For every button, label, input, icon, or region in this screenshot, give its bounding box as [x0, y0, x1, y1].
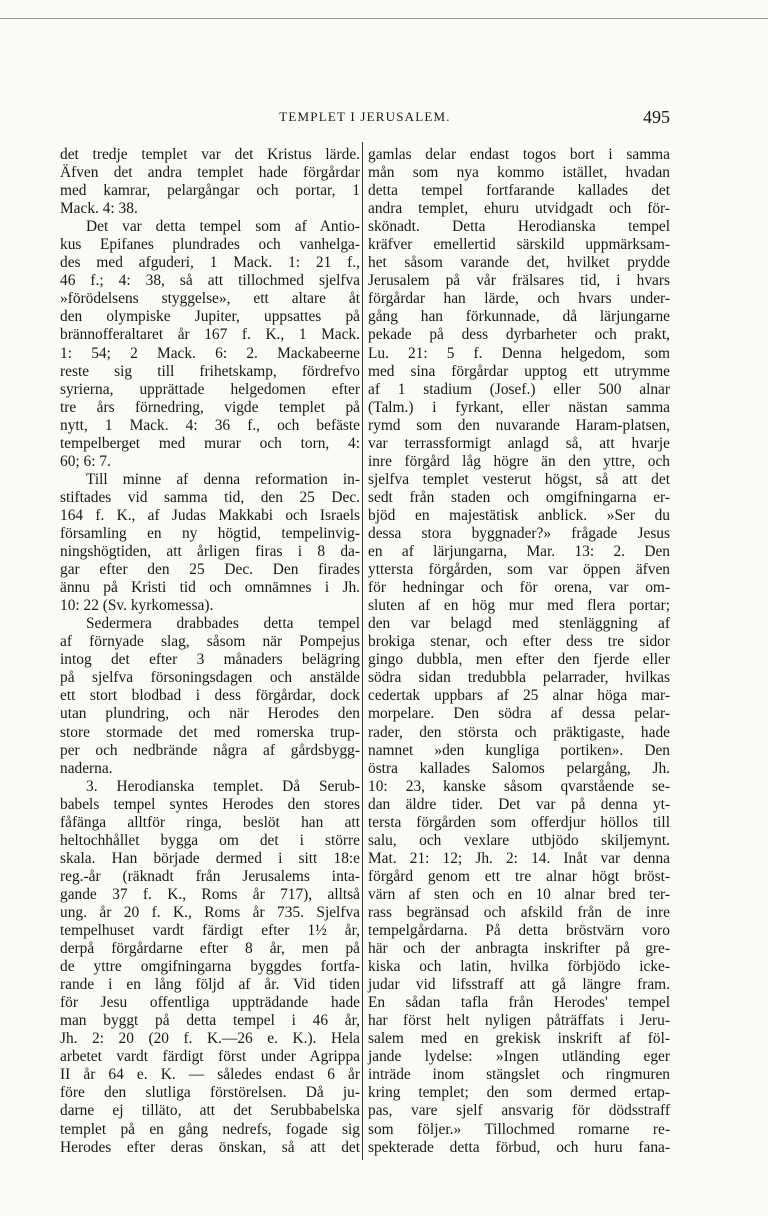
text-line: Herodes efter deras önskan, så att det	[60, 1138, 360, 1156]
text-line: gar efter den 25 Dec. Den firades	[60, 561, 360, 579]
text-line: Lu. 21: 5 f. Denna helgedom, som	[368, 344, 670, 362]
text-line: före den slutliga förstörelsen. Då ju-	[60, 1084, 360, 1102]
text-line: södra sidan tredubbla pelarrader, hvilkas	[368, 669, 670, 687]
text-line: rass begränsad och afskild från de inre	[368, 903, 670, 921]
text-line: sjelfva templet vesterut högst, så att det	[368, 470, 670, 488]
text-line: 46 f.; 4: 38, så att tillochmed sjelfva	[60, 272, 360, 290]
text-line: Jh. 2: 20 (20 f. K.—26 e. K.). Hela	[60, 1030, 360, 1048]
text-line: har först helt nyligen påträffats i Jeru-	[368, 1012, 670, 1030]
text-line: andra templet, ehuru utvidgadt och för-	[368, 200, 670, 218]
text-line: skönadt. Detta Herodianska tempel	[368, 218, 670, 236]
text-line: templet på en gång nedrefs, fogade sig	[60, 1120, 360, 1138]
text-line: gingo dubbla, men efter den fjerde eller	[368, 651, 670, 669]
text-line: pekade på dess dyrbarheter och prakt,	[368, 326, 670, 344]
text-line: rymd som den nuvarande Haram-platsen,	[368, 416, 670, 434]
text-line: tempelhuset vardt färdigt efter 1½ år,	[60, 922, 360, 940]
text-line: 10: 23, kanske såsom qvarstående se-	[368, 777, 670, 795]
text-line: stiftades vid samma tid, den 25 Dec.	[60, 488, 360, 506]
text-line: salu, och vexlare utbjödo skiljemynt.	[368, 831, 670, 849]
text-line: utan plundring, och när Herodes den	[60, 705, 360, 723]
text-line: tre års förnedring, vigde templet på	[60, 398, 360, 416]
text-line: sedt från staden och omgifningarna er-	[368, 488, 670, 506]
text-line: skala. Han började dermed i sitt 18:e	[60, 849, 360, 867]
text-line: var terrassformigt anlagd så, att hvarje	[368, 434, 670, 452]
text-line: förgårdar han lärde, och hvars under-	[368, 290, 670, 308]
text-line: kus Epifanes plundrades och vanhelga-	[60, 236, 360, 254]
text-line: store stormade det med romerska trup-	[60, 723, 360, 741]
text-line: brännofferaltaret år 167 f. K., 1 Mack.	[60, 326, 360, 344]
text-line: för Jesu offentliga uppträdande hade	[60, 994, 360, 1012]
text-line: mån som nya kommo istället, hvadan	[368, 164, 670, 182]
text-line: gamlas delar endast togos bort i samma	[368, 146, 670, 163]
text-line: tersta förgården som offerdjur höllos till	[368, 813, 670, 831]
text-line: östra kallades Salomos pelargång, Jh.	[368, 759, 670, 777]
text-line: tempelgårdarna. På detta bröstvärn voro	[368, 922, 670, 940]
text-line: judar vid lifsstraff att gå längre fram.	[368, 976, 670, 994]
text-line: salem med en grekisk inskrift af föl-	[368, 1030, 670, 1048]
page-number: 495	[643, 107, 670, 127]
text-line: namnet »den kungliga portiken». Den	[368, 741, 670, 759]
text-line: (Talm.) i fyrkant, eller nästan samma	[368, 398, 670, 416]
text-line: tempelberget med murar och torn, 4:	[60, 434, 360, 452]
text-line: med kamrar, pelargångar och portar, 1	[60, 182, 360, 200]
text-line: rader, den största och präktigaste, hade	[368, 723, 670, 741]
text-line: Sedermera drabbades detta tempel	[86, 615, 360, 633]
text-line: gång han förkunnade, då lärjungarne	[368, 308, 670, 326]
text-line: spekterade detta förbud, och huru fana-	[368, 1138, 670, 1156]
text-line: för hedningar och för orena, var om-	[368, 579, 670, 597]
text-line: cedertak uppbars af 25 alnar höga mar-	[368, 687, 670, 705]
text-line: med sina förgårdar upptog ett utrymme	[368, 362, 670, 380]
text-line: dessa stora byggnader?» frågade Jesus	[368, 524, 670, 542]
text-line: församling en ny högtid, tempelinvig-	[60, 524, 360, 542]
text-line: kring templet; den som dermed ertap-	[368, 1084, 670, 1102]
text-line: darne ej tilläto, att det Serubbabelska	[60, 1102, 360, 1120]
text-line: jande lydelse: »Ingen utländing eger	[368, 1048, 670, 1066]
text-line: af förnyade slag, såsom när Pompejus	[60, 633, 360, 651]
right-column	[368, 146, 670, 1157]
text-line: här och der anbragta inskrifter på gre-	[368, 940, 670, 958]
text-line: des med afguderi, 1 Mack. 1: 21 f.,	[60, 254, 360, 272]
text-line: syrierna, upprättade helgedomen efter	[60, 380, 360, 398]
text-line: Jerusalem på vår frälsares tid, i hvars	[368, 272, 670, 290]
text-line: het såsom varande det, hvilket prydde	[368, 254, 670, 272]
text-line: värn af sten och en 10 alnar bred ter-	[368, 885, 670, 903]
text-line: En sådan tafla från Herodes' tempel	[368, 994, 670, 1012]
text-line: dan äldre tider. Det var på denna yt-	[368, 795, 670, 813]
text-line: rande i en lång följd af år. Vid tiden	[60, 976, 360, 994]
text-line: intog det efter 3 månaders belägring	[60, 651, 360, 669]
text-line: heltochhållet bygga om det i större	[60, 831, 360, 849]
text-line: på sjelfva försoningsdagen och anstälde	[60, 669, 360, 687]
text-line: detta tempel fortfarande kallades det	[368, 182, 670, 200]
text-line: brokiga stenar, och efter dess tre sidor	[368, 633, 670, 651]
text-line: den var belagd med stenläggning af	[368, 615, 670, 633]
text-line: ningshögtiden, att årligen firas i 8 da-	[60, 543, 360, 561]
text-line: man byggt på detta tempel i 46 år,	[60, 1012, 360, 1030]
text-line: ett stort blodbad i dess förgårdar, dock	[60, 687, 360, 705]
text-line: derpå förgårdarne efter 8 år, men på	[60, 940, 360, 958]
left-column	[60, 146, 360, 1157]
running-head: TEMPLET I JERUSALEM.	[279, 109, 451, 124]
text-line: af 1 stadium (Josef.) eller 500 alnar	[368, 380, 670, 398]
text-line: sluten af en hög mur med flera portar;	[368, 597, 670, 615]
text-line: ung. år 20 f. K., Roms år 735. Sjelfva	[60, 903, 360, 921]
text-line: Det var detta tempel som af Antio-	[86, 218, 360, 236]
text-line: morpelare. Den södra af dessa pelar-	[368, 705, 670, 723]
column-divider	[362, 142, 363, 1160]
text-line: Mat. 21: 12; Jh. 2: 14. Inåt var denna	[368, 849, 670, 867]
text-line: den olympiske Jupiter, uppsattes på	[60, 308, 360, 326]
text-line: en af lärjungarna, Mar. 13: 2. Den	[368, 543, 670, 561]
text-line: förgård genom ett tre alnar högt bröst-	[368, 867, 670, 885]
text-line: det tredje templet var det Kristus lärde.	[60, 146, 360, 163]
text-line: kiska och latin, hvilka förbjödo icke-	[368, 958, 670, 976]
text-line: 3. Herodianska templet. Då Serub-	[86, 777, 360, 795]
text-line: »förödelsens styggelse», ett altare åt	[60, 290, 360, 308]
text-line: nytt, 1 Mack. 4: 36 f., och befäste	[60, 416, 360, 434]
text-line: inträde inom stängslet och ringmuren	[368, 1066, 670, 1084]
text-line: II år 64 e. K. — således endast 6 år	[60, 1066, 360, 1084]
text-line: Till minne af denna reformation in-	[86, 470, 360, 488]
text-line: de yttre omgifningarna byggdes fortfa-	[60, 958, 360, 976]
text-line: 60; 6: 7.	[60, 452, 111, 470]
text-line: inre förgård låg högre än den yttre, och	[368, 452, 670, 470]
text-line: naderna.	[60, 759, 113, 777]
text-line: yttersta förgården, som var öppen äfven	[368, 561, 670, 579]
text-line: reg.-år (räknadt från Jerusalems inta-	[60, 867, 360, 885]
text-line: babels tempel syntes Herodes den stores	[60, 795, 360, 813]
text-line: 1: 54; 2 Mack. 6: 2. Mackabeerne	[60, 344, 360, 362]
text-line: kräfver emellertid särskild uppmärksam-	[368, 236, 670, 254]
text-line: gande 37 f. K., Roms år 717), alltså	[60, 885, 360, 903]
text-line: ännu på Kristi tid och omnämnes i Jh.	[60, 579, 360, 597]
text-line: bjöd en majestätisk anblick. »Ser du	[368, 506, 670, 524]
text-line: 164 f. K., af Judas Makkabi och Israels	[60, 506, 360, 524]
text-line: fåfänga alltför ringa, beslöt han att	[60, 813, 360, 831]
text-line: Mack. 4: 38.	[60, 200, 138, 218]
page-header	[60, 108, 670, 128]
top-rule	[0, 18, 768, 19]
text-line: arbetet vardt färdigt först under Agrippa	[60, 1048, 360, 1066]
text-line: per och nedbrände några af gårdsbygg-	[60, 741, 360, 759]
text-line: som följer.» Tillochmed romarne re-	[368, 1120, 670, 1138]
text-line: 10: 22 (Sv. kyrkomessa).	[60, 597, 214, 615]
text-line: Äfven det andra templet hade förgårdar	[60, 164, 360, 182]
text-line: pas, vare sjelf ansvarig för dödsstraff	[368, 1102, 670, 1120]
text-line: reste sig till frihetskamp, fördrefvo	[60, 362, 360, 380]
